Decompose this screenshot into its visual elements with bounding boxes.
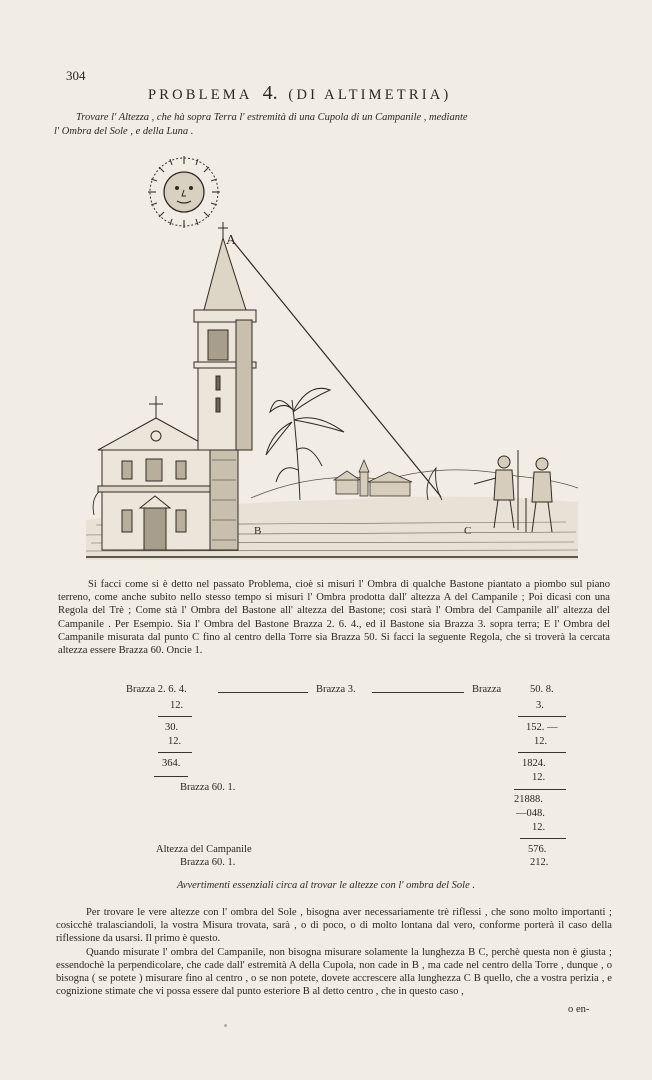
calc-rule bbox=[158, 716, 192, 717]
calc-rule bbox=[520, 838, 566, 839]
calc-left-1: 12. bbox=[170, 700, 184, 711]
problem-statement-line2: l' Ombra del Sole , e della Luna . bbox=[54, 126, 194, 137]
calc-rule bbox=[518, 716, 566, 717]
calc-right-3: 12. bbox=[534, 736, 548, 747]
calc-right-2: 152. — bbox=[526, 722, 558, 733]
calc-left-3: 12. bbox=[168, 736, 182, 747]
calc-right-9: 576. bbox=[528, 844, 547, 855]
calc-right-7: —048. bbox=[516, 808, 545, 819]
catchword: o en- bbox=[568, 1004, 590, 1015]
paragraph-notes-1: Per trovare le vere altezze con l' ombra del Sole , bisogna aver necessariamente trè riflessi , che sono molto importanti ; cosicchè tralasciandoli, la vostra Misura trovata, sarà , o di poco, o di molto lontana dal vero, conforme porterà il caso della riflessione da usarsi. Il primo è questo. bbox=[56, 907, 612, 945]
calc-rule bbox=[514, 789, 566, 790]
calc-left-2: 30. bbox=[165, 722, 179, 733]
calc-rule bbox=[372, 692, 464, 693]
height-label: Altezza del Campanile bbox=[156, 844, 252, 855]
section-caption: Avvertimenti essenziali circa al trovar le altezze con l' ombra del Sole . bbox=[176, 880, 476, 891]
title-suffix: (DI ALTIMETRIA) bbox=[288, 87, 452, 103]
calc-right-4: 1824. bbox=[522, 758, 546, 769]
calc-rule bbox=[218, 692, 308, 693]
page-number: 304 bbox=[66, 68, 86, 83]
label-b: B bbox=[254, 525, 262, 537]
title-prefix: PROBLEMA bbox=[148, 87, 252, 103]
title-number: 4. bbox=[262, 82, 278, 104]
calc-right-6: 21888. bbox=[514, 794, 543, 805]
paper-speck bbox=[224, 1024, 227, 1027]
calc-rule bbox=[158, 752, 192, 753]
calc-row1-c: Brazza bbox=[472, 684, 502, 695]
label-c: C bbox=[464, 525, 472, 537]
calc-right-8: 12. bbox=[532, 822, 546, 833]
paragraph-notes-2: Quando misurate l' ombra del Campanile, non bisogna misurare solamente la lunghezza B C, perchè questa non è giusta ; essendochè la perpendicolare, che cade dall' estremità A della Cupola, non cade in B , ma cade nel centro della Torre , dunque , o bisogna ( se potete ) misurare fino al centro , o se non potete, dovete accrescere alla lunghezza C B quello, che a vostra perizia , e cognizione stimate che vi possa essere dal punto esteriore B al detto centro , che in questo caso , bbox=[56, 946, 612, 998]
calc-right-10: 212. bbox=[530, 857, 549, 868]
problem-statement-line1: Trovare l' Altezza , che hà sopra Terra l' estremità di una Cupola di un Campanile , mediante bbox=[76, 112, 468, 123]
calc-row1-d: 50. 8. bbox=[530, 684, 554, 695]
calc-left-result: Brazza 60. 1. bbox=[180, 782, 236, 793]
calc-right-5: 12. bbox=[532, 772, 546, 783]
calc-left-4: 364. bbox=[162, 758, 181, 769]
notes-text bbox=[56, 906, 612, 998]
calc-row1-a: Brazza 2. 6. 4. bbox=[126, 684, 187, 695]
paragraph-example: Si facci come si è detto nel passato Problema, cioè si misuri l' Ombra di qualche Bastone piantato a piombo sul piano terreno, come anche subito nello stesso tempo si misuri l' Ombra prodotta dall' altezza A del Campanile ; Poi dicasi con una Regola del Trè ; Come stà l' Ombra del Bastone all' altezza del Bastone; così starà l' Ombra del Campanile all' altezza del Campanile . Per Esempio. Sia l' Ombra del Bastone Brazza 2. 6. 4., ed il Bastone sia Brazza 3. sopra terra; E l' Ombra del Campanile misurata dal punto C fino al centro della Torre sia Brazza 50. Si facci la seguente Regola, che si troverà la cercata altezza essere Brazza 60. Oncie 1. bbox=[58, 579, 610, 657]
calc-rule bbox=[518, 752, 566, 753]
calc-row1-b: Brazza 3. bbox=[316, 684, 356, 695]
label-a: A bbox=[226, 233, 237, 248]
calc-right-1: 3. bbox=[536, 700, 544, 711]
calc-rule bbox=[154, 776, 188, 777]
height-value: Brazza 60. 1. bbox=[180, 857, 236, 868]
